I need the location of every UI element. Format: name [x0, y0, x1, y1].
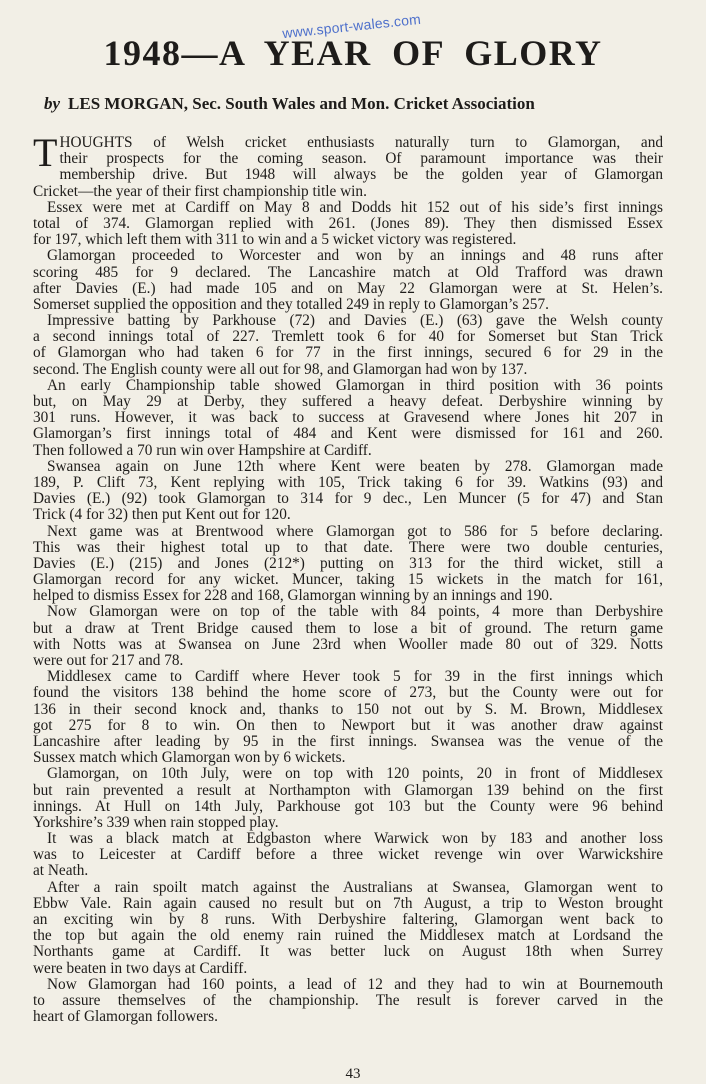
intro-line: HOUGHTS of Welsh cricket enthusiasts naturally turn to Glamorgan, and [59, 135, 663, 151]
paragraph-line: but, on May 29 at Derby, they suffered a heavy defeat. Derbyshire winning by [33, 394, 663, 410]
paragraph-line: Now Glamorgan had 160 points, a lead of 12 and they had to win at Bournemouth [47, 976, 663, 993]
paragraph-line: Trick (4 for 32) then put Kent out for 120. [33, 507, 291, 524]
paragraph-line: Next game was at Brentwood where Glamorgan got to 586 for 5 before declaring. [47, 523, 663, 540]
article-body [33, 130, 663, 1026]
intro-line: membership drive. But 1948 will always be the golden year of Glamorgan [59, 167, 663, 184]
paragraph-line: with Notts was at Swansea on June 23rd when Wooller made 80 out of 329. Notts [33, 636, 663, 653]
paragraph-line: Glamorgan, on 10th July, were on top with 120 points, 20 in front of Middlesex [47, 766, 663, 783]
paragraph-line: An early Championship table showed Glamorgan in third position with 36 points [47, 377, 663, 394]
article-paragraph [33, 248, 663, 313]
paragraph-line: Ebbw Vale. Rain again caused no result but on 7th August, a trip to Weston brought [33, 895, 663, 912]
paragraph-line: Yorkshire’s 339 when rain stopped play. [33, 814, 279, 831]
article-paragraph [33, 604, 663, 669]
paragraph-line: but rain prevented a result at Northampton with Glamorgan 139 behind on the first [33, 782, 663, 799]
paragraph-line: scoring 485 for 9 declared. The Lancashire match at Old Trafford was drawn [33, 264, 663, 281]
paragraph-line: Essex were met at Cardiff on May 8 and Dodds hit 152 out of his side’s first innings [47, 199, 663, 216]
paragraph-line: an exciting win by 8 runs. With Derbyshire faltering, Glamorgan went back to [33, 912, 663, 928]
paragraph-line: 136 in their second knock and, thanks to 150 not out by S. M. Brown, Middlesex [33, 701, 663, 718]
paragraph-line: for 197, which left them with 311 to win and a 5 wicket victory was registered. [33, 232, 517, 249]
paragraph-line: Davies (E.) (92) took Glamorgan to 314 for 9 dec., Len Muncer (5 for 47) and Stan [33, 491, 663, 508]
paragraph-line: second. The English county were all out for 98, and Glamorgan had won by 137. [33, 361, 528, 378]
paragraph-line: found the visitors 138 behind the home score of 273, but the County were out for [33, 685, 663, 702]
paragraph-line: Glamorgan record for any wicket. Muncer, taking 15 wickets in the match for 161, [33, 572, 663, 589]
drop-cap: T [33, 130, 58, 175]
article-paragraph [33, 766, 663, 831]
page-number: 43 [345, 1066, 361, 1082]
paragraph-line: Glamorgan’s first innings total of 484 and Kent were dismissed for 161 and 260. [33, 426, 663, 443]
paragraph-line: Glamorgan proceeded to Worcester and won by an innings and 48 runs after [47, 248, 663, 265]
paragraph-line: 189, P. Clift 73, Kent replying with 105, Trick taking 6 for 39. Watkins (93) and [33, 474, 663, 491]
paragraph-line: but a draw at Trent Bridge caused them to lose a bit of ground. The return game [33, 620, 663, 637]
paragraph-line: after Davies (E.) had made 105 and on May 22 Glamorgan were at St. Helen’s. [33, 280, 663, 297]
article-paragraph [33, 977, 663, 1026]
paragraph-line: a second innings total of 227. Tremlett took 6 for 40 for Somerset but Stan Trick [33, 329, 663, 346]
byline-author: LES MORGAN, Sec. South Wales and Mon. Cricket Association [68, 94, 535, 113]
article-paragraph [33, 313, 663, 378]
paragraph-line: Impressive batting by Parkhouse (72) and Davies (E.) (63) gave the Welsh county [47, 313, 663, 330]
paragraph-line: Now Glamorgan were on top of the table with 84 points, 4 more than Derbyshire [47, 604, 663, 621]
article-title: 1948—A YEAR OF GLORY [103, 33, 603, 73]
article-paragraph [33, 880, 663, 977]
article-paragraph [33, 524, 663, 605]
paragraph-line: Then followed a 70 run win over Hampshire at Cardiff. [33, 442, 372, 459]
article-paragraph [33, 200, 663, 249]
paragraph-line: Davies (E.) (215) and Jones (212*) putting on 313 for the third wicket, still a [33, 555, 663, 572]
paragraph-line: of Glamorgan who had taken 6 for 77 in the first innings, secured 6 for 29 in the [33, 345, 663, 362]
byline [44, 94, 676, 114]
article-paragraph [33, 831, 663, 880]
paragraph-line: It was a black match at Edgbaston where Warwick won by 183 and another loss [47, 831, 663, 848]
paragraph-line: at Neath. [33, 863, 89, 880]
paragraph-line: Sussex match which Glamorgan won by 6 wickets. [33, 750, 346, 767]
paragraph-line: Middlesex came to Cardiff where Hever took 5 for 39 in the first innings which [47, 669, 663, 686]
paragraph-line: This was their highest total up to that date. There were two double centuries, [33, 539, 663, 556]
byline-by: by [44, 94, 61, 113]
article-paragraph [33, 669, 663, 766]
paragraph-line: Swansea again on June 12th where Kent were beaten by 278. Glamorgan made [47, 458, 663, 475]
paragraph-line: 301 runs. However, it was back to success at Gravesend where Jones hit 207 in [33, 410, 663, 427]
paragraph-line: to assure themselves of the championship. The result is forever carved in the [33, 992, 663, 1009]
intro-line: their prospects for the coming season. Of paramount importance was their [59, 151, 663, 168]
paragraph-line: Lancashire after leading by 95 in the first innings. Swansea was the venue of the [33, 733, 663, 750]
watermark-text: www.sport-wales.com [281, 10, 422, 42]
intro-line: Cricket—the year of their first championship title win. [33, 183, 367, 200]
paragraph-line: heart of Glamorgan followers. [33, 1009, 218, 1026]
paragraph-line: was to Leicester at Cardiff before a three wicket revenge win over Warwickshire [33, 847, 663, 864]
paragraph-line: total of 374. Glamorgan replied with 261. (Jones 89). They then dismissed Essex [33, 215, 663, 232]
article-paragraphs [33, 200, 663, 1026]
paragraph-line: got 275 for 8 to win. On then to Newport but it was another draw against [33, 717, 663, 734]
paragraph-line: Northants game at Cardiff. It was better luck on August 18th when Surrey [33, 944, 663, 961]
paragraph-line: Somerset supplied the opposition and they totalled 249 in reply to Glamorgan’s 257. [33, 296, 549, 313]
article-paragraph [33, 378, 663, 459]
intro-paragraph [33, 130, 663, 200]
paragraph-line: were out for 217 and 78. [33, 653, 184, 669]
paragraph-line: helped to dismiss Essex for 228 and 168, Glamorgan winning by an innings and 190. [33, 588, 553, 605]
paragraph-line: were beaten in two days at Cardiff. [33, 960, 248, 977]
article-paragraph [33, 459, 663, 524]
paragraph-line: the top but again the old enemy rain ruined the Middlesex match at Lordsand the [33, 928, 663, 945]
paragraph-line: innings. At Hull on 14th July, Parkhouse got 103 but the County were 96 behind [33, 798, 663, 815]
paragraph-line: After a rain spoilt match against the Australians at Swansea, Glamorgan went to [47, 879, 663, 896]
